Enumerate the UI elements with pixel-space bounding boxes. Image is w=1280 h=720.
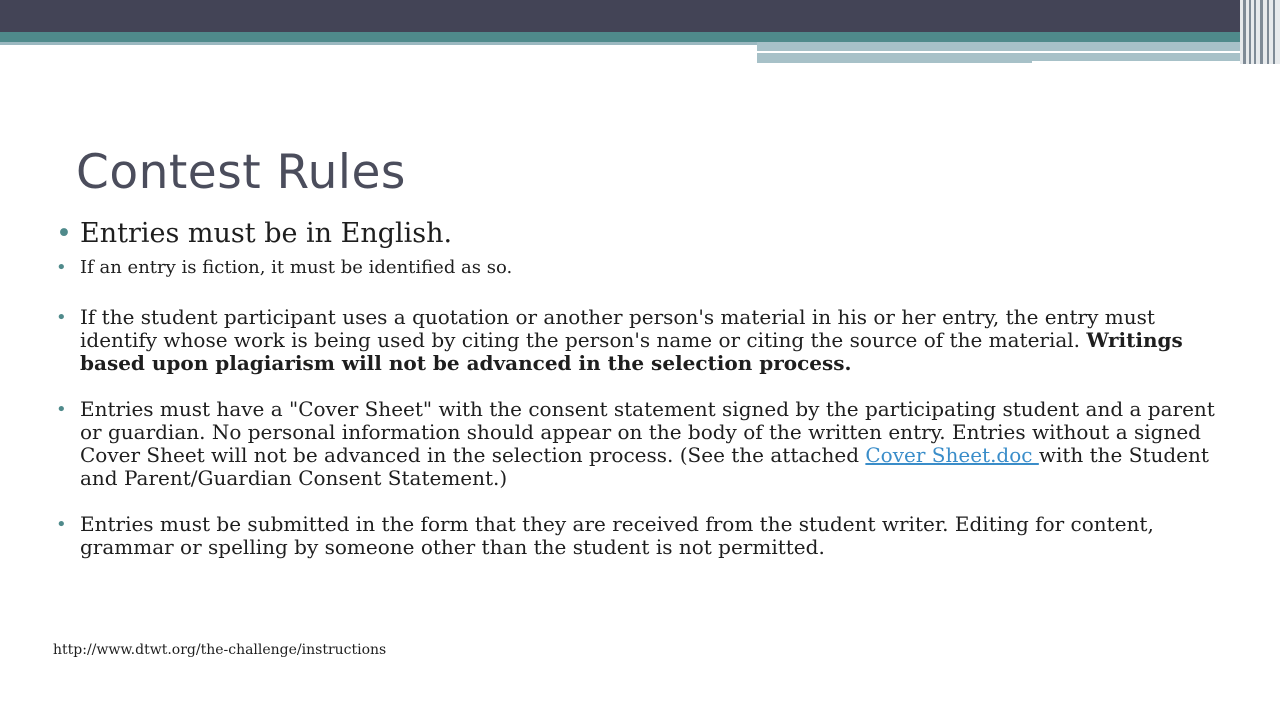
header-white-cut	[1032, 61, 1240, 63]
rule-bold-text: Writings based upon plagiarism will not be advanced in the selection process.	[80, 328, 1183, 375]
rule-item	[56, 216, 1216, 252]
bullet-dot-icon: •	[56, 514, 67, 535]
rule-item	[56, 256, 1216, 279]
bullet-dot-icon: •	[56, 257, 67, 278]
header-dark-band	[0, 0, 1280, 32]
rule-text: Entries must have a "Cover Sheet" with the consent statement signed by the participating student and a parent or guardian. No personal information should appear on the body of the written entry. Entries without a signed Cover Sheet will not be advanced in the selection process. (See the attached	[80, 397, 1215, 467]
rule-text: Entries must be in English.	[80, 218, 453, 249]
bullet-dot-icon: •	[56, 399, 67, 420]
rule-text: If the student participant uses a quotation or another person's material in his or her entry, the entry must identify whose work is being used by citing the person's name or citing the source of the material.	[80, 305, 1155, 352]
header-light-band	[0, 42, 757, 45]
rule-text: If an entry is fiction, it must be identified as so.	[80, 257, 513, 278]
rule-item	[56, 306, 1216, 375]
source-url: http://www.dtwt.org/the-challenge/instructions	[53, 642, 387, 658]
slide-title: Contest Rules	[76, 145, 406, 200]
rule-text: with the Student and Parent/Guardian Consent Statement.)	[80, 443, 1209, 490]
rules-list	[56, 216, 1216, 582]
header-light-band-right	[757, 42, 1240, 51]
bullet-dot-icon: •	[56, 307, 67, 328]
cover-sheet-link[interactable]: Cover Sheet.doc	[865, 443, 1039, 467]
rule-text: Entries must be submitted in the form that they are received from the student writer. Editing for content, grammar or spelling by someone other than the student is not permitted.	[80, 512, 1154, 559]
bullet-dot-icon: •	[56, 218, 72, 249]
header-vertical-stripes	[1240, 0, 1280, 64]
rule-item	[56, 513, 1216, 559]
header-teal-band	[0, 32, 1240, 42]
rule-item	[56, 398, 1216, 490]
